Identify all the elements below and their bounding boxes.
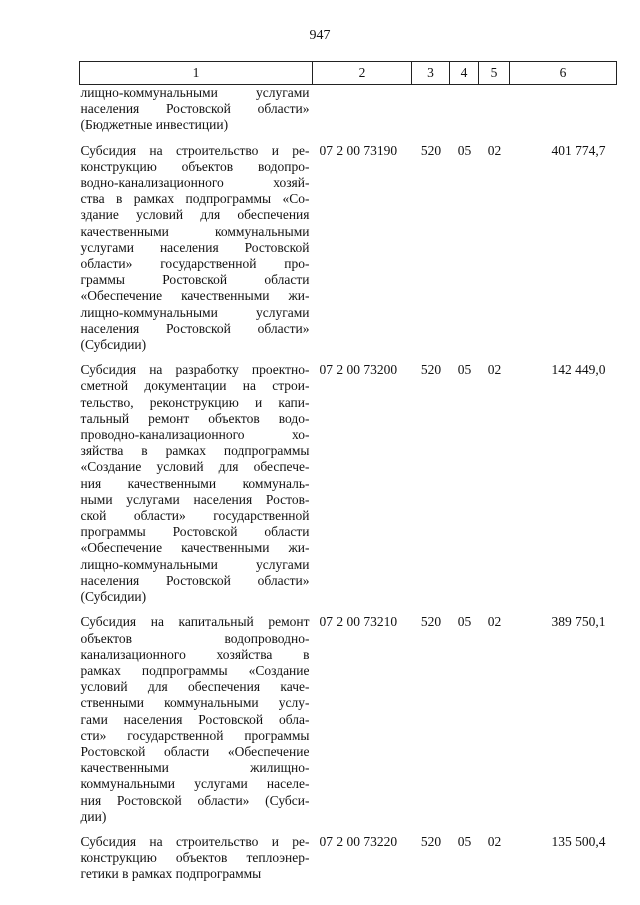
row-description [80, 134, 313, 354]
description-line: проводно-канализационного хо- [80, 427, 310, 443]
header-col-5: 5 [479, 62, 510, 85]
description-line: Ростовской области «Обеспечение [80, 743, 310, 759]
description-line: граммы Ростовской области [80, 272, 310, 288]
description-line: (Субсидии) [80, 589, 147, 605]
description-line: зяйства в рамках подпрограммы [80, 443, 310, 459]
row-col-3: 520 [420, 142, 442, 158]
row-amount: 401 774,7 [551, 142, 606, 158]
description-line: ния качественными коммуналь- [80, 475, 310, 491]
row-col-5 [479, 85, 510, 134]
description-line: конструкцию объектов водопро- [80, 158, 310, 174]
description-line: качественными жилищно- [80, 760, 310, 776]
row-code: 07 2 00 73220 [319, 833, 398, 849]
description-line: Субсидия на разработку проектно- [80, 362, 310, 378]
table-row [80, 353, 617, 605]
description-line: коммунальными услугами населе- [80, 776, 310, 792]
table-row [80, 134, 617, 354]
row-code [313, 85, 412, 134]
description-line: рамках подпрограммы «Создание [80, 662, 310, 678]
description-line: Субсидия на строительство и ре- [80, 833, 310, 849]
row-description [80, 605, 313, 825]
description-line: объектов водопроводно- [80, 630, 310, 646]
description-line: ственными коммунальными услу- [80, 695, 310, 711]
row-amount: 389 750,1 [551, 614, 606, 630]
description-line: услугами населения Ростовской [80, 239, 310, 255]
description-line: условий для обеспечения каче- [80, 679, 310, 695]
row-amount: 142 449,0 [551, 362, 606, 378]
row-amount: 135 500,4 [551, 833, 606, 849]
row-description [80, 825, 313, 883]
description-line: лищно-коммунальными услугами [80, 304, 310, 320]
description-line: ными услугами населения Ростов- [80, 491, 310, 507]
description-line: ства в рамках подпрограммы «Со- [80, 191, 310, 207]
row-col-5: 02 [487, 362, 502, 378]
header-col-6: 6 [510, 62, 617, 85]
description-line: гетики в рамках подпрограммы [80, 866, 262, 882]
budget-table [79, 61, 617, 883]
description-line: водно-канализационного хозяй- [80, 175, 310, 191]
description-line: гами населения Ростовской обла- [80, 711, 310, 727]
description-line: программы Ростовской области [80, 524, 310, 540]
row-col-4 [450, 85, 479, 134]
row-description [80, 85, 313, 134]
table-row [80, 605, 617, 825]
description-line: ния Ростовской области» (Субси- [80, 792, 310, 808]
description-line: конструкцию объектов теплоэнер- [80, 850, 310, 866]
description-line: (Субсидии) [80, 337, 147, 353]
table-body [80, 85, 617, 883]
description-line: ской области» государственной [80, 508, 310, 524]
table-header [80, 62, 617, 85]
description-line: (Бюджетные инвестиции) [80, 117, 229, 133]
description-line: лищно-коммунальными услугами [80, 556, 310, 572]
row-col-4: 05 [457, 362, 472, 378]
row-col-5: 02 [487, 833, 502, 849]
row-col-4: 05 [457, 142, 472, 158]
header-col-3: 3 [412, 62, 450, 85]
description-line: населения Ростовской области» [80, 320, 310, 336]
description-line: сти» государственной программы [80, 727, 310, 743]
description-line: сметной документации на строи- [80, 378, 310, 394]
row-col-3: 520 [420, 614, 442, 630]
row-col-3: 520 [420, 833, 442, 849]
description-line: тальный ремонт объектов водо- [80, 410, 310, 426]
row-code: 07 2 00 73210 [319, 614, 398, 630]
table-row [80, 825, 617, 883]
description-line: дии) [80, 808, 107, 824]
description-line: населения Ростовской области» [80, 572, 310, 588]
description-line: качественными коммунальными [80, 223, 310, 239]
row-code: 07 2 00 73200 [319, 362, 398, 378]
row-description [80, 353, 313, 605]
description-line: Субсидия на строительство и ре- [80, 142, 310, 158]
row-code: 07 2 00 73190 [319, 142, 398, 158]
description-line: «Создание условий для обеспече- [80, 459, 310, 475]
row-col-3 [412, 85, 450, 134]
description-line: здание условий для обеспечения [80, 207, 310, 223]
row-col-3: 520 [420, 362, 442, 378]
page-number: 947 [309, 28, 331, 43]
row-col-4: 05 [457, 833, 472, 849]
header-row [80, 62, 617, 85]
description-line: Субсидия на капитальный ремонт [80, 614, 310, 630]
description-line: области» государственной про- [80, 256, 310, 272]
row-col-4: 05 [457, 614, 472, 630]
row-amount [510, 85, 617, 134]
row-col-5: 02 [487, 142, 502, 158]
header-col-2: 2 [313, 62, 412, 85]
header-col-4: 4 [450, 62, 479, 85]
description-line: «Обеспечение качественными жи- [80, 288, 310, 304]
row-col-5: 02 [487, 614, 502, 630]
description-line: тельство, реконструкцию и капи- [80, 394, 310, 410]
description-line: лищно-коммунальными услугами [80, 85, 310, 100]
table-row [80, 85, 617, 134]
description-line: канализационного хозяйства в [80, 646, 310, 662]
description-line: «Обеспечение качественными жи- [80, 540, 310, 556]
header-col-1: 1 [80, 62, 313, 85]
description-line: населения Ростовской области» [80, 101, 310, 117]
